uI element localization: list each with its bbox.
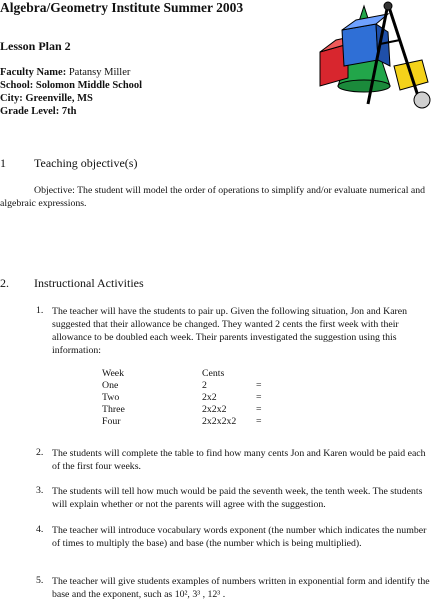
faculty-line: [0, 67, 130, 79]
objective-text: Objective: The student will model the order of operations to simplify and/or evaluate numerical and algebraic expressions.: [0, 185, 426, 209]
table-cell-equals: =: [256, 392, 262, 403]
faculty-label: Faculty Name:: [0, 67, 67, 78]
grade-label: Grade Level:: [0, 106, 60, 117]
document-title: Algebra/Geometry Institute Summer 2003: [0, 0, 244, 15]
school-label: School:: [0, 80, 34, 91]
grade-line: [0, 106, 76, 118]
school-value: Solomon Middle School: [35, 80, 143, 91]
city-value: Greenville, MS: [25, 93, 93, 104]
table-cell-week: One: [102, 380, 119, 391]
grade-value: 7th: [61, 106, 77, 117]
geometry-clipart-icon: [318, 0, 434, 110]
activity-3-text: The students will tell how much would be paid the seventh week, the tenth week. The students will explain whether or not the parents will agree with the suggestion.: [52, 486, 423, 510]
activity-1-number: 1.: [36, 305, 44, 316]
activity-5-text: The teacher will give students examples of numbers written in exponential form and identify the base and the exponent, such as 10², 3³ , 12³ .: [52, 576, 430, 600]
lesson-plan-heading: Lesson Plan 2: [0, 39, 71, 53]
activity-1-text: The teacher will have the students to pair up. Given the following situation, Jon and Karen suggested that their allowance be changed. They wanted 2 cents the first week with their allowance to be doubled each week. Their parents investigated the suggestion using this information:: [52, 306, 408, 356]
activity-4-number: 4.: [36, 524, 44, 535]
faculty-value: Patansy Miller: [68, 67, 131, 78]
table-cell-cents: 2x2: [202, 392, 217, 403]
table-header-week: Week: [102, 368, 125, 379]
table-cell-equals: =: [256, 380, 262, 391]
activity-3-number: 3.: [36, 485, 44, 496]
section-1-number: 1: [0, 156, 6, 170]
table-cell-equals: =: [256, 416, 262, 427]
activity-5-number: 5.: [36, 575, 44, 586]
table-header-cents: Cents: [202, 368, 225, 379]
activity-2-number: 2.: [36, 447, 44, 458]
table-cell-week: Four: [102, 416, 121, 427]
table-cell-equals: =: [256, 404, 262, 415]
activity-4-text: The teacher will introduce vocabulary words exponent (the number which indicates the number of times to multiply the base) and base (the number which is being multiplied).: [52, 525, 427, 549]
school-line: [0, 80, 142, 92]
table-cell-cents: 2x2x2: [202, 404, 227, 415]
table-cell-cents: 2x2x2x2: [202, 416, 237, 427]
section-2-number: 2.: [0, 276, 9, 290]
section-1-title: Teaching objective(s): [34, 156, 138, 170]
section-2-title: Instructional Activities: [34, 276, 144, 290]
activity-2-text: The students will complete the table to find how many cents Jon and Karen would be paid each of the first four weeks.: [52, 448, 426, 472]
city-label: City:: [0, 93, 23, 104]
table-cell-cents: 2: [202, 380, 207, 391]
city-line: [0, 93, 93, 105]
table-cell-week: Three: [102, 404, 125, 415]
table-cell-week: Two: [102, 392, 120, 403]
